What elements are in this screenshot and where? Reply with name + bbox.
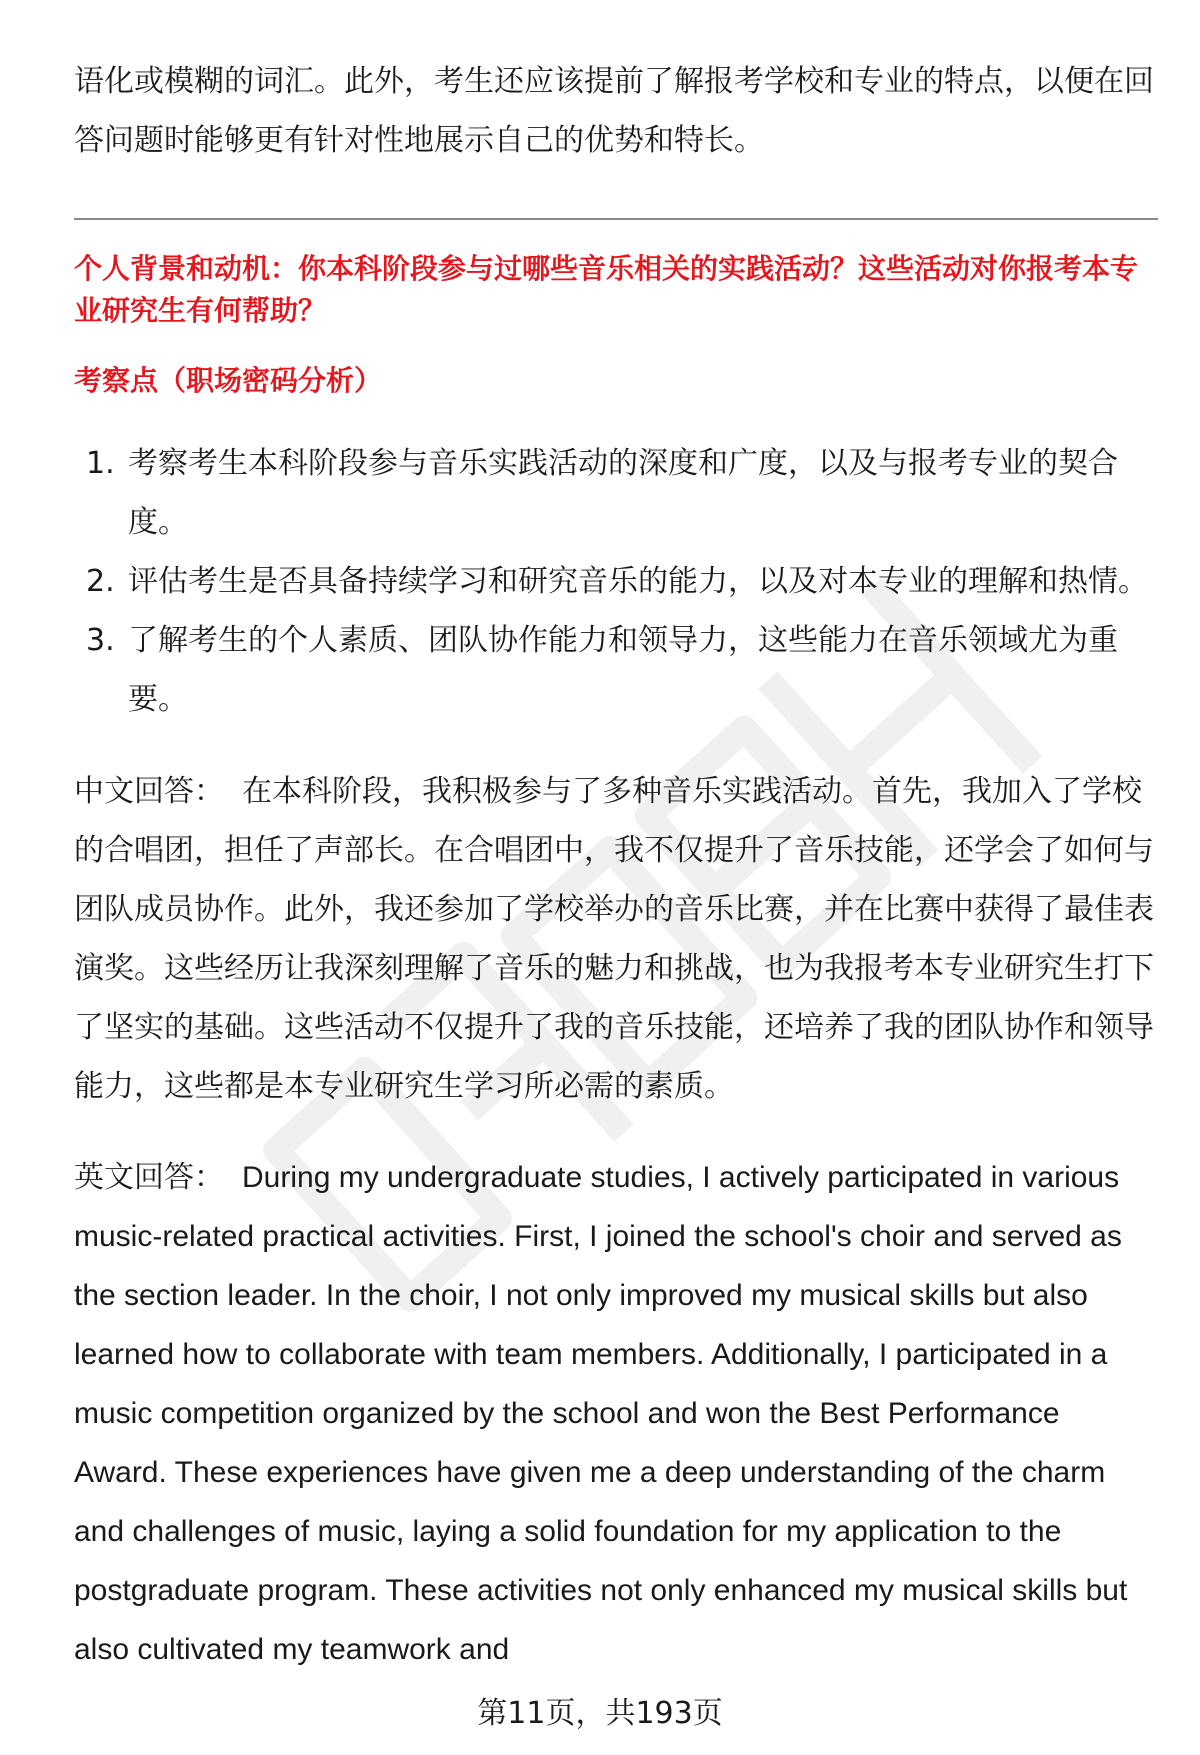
list-item-number: 3. <box>86 623 115 658</box>
english-answer-paragraph <box>74 1148 1158 1679</box>
list-item-number: 2. <box>86 564 115 599</box>
document-page <box>74 0 1158 1755</box>
list-item-number: 1. <box>86 446 115 481</box>
question-heading: 个人背景和动机：你本科阶段参与过哪些音乐相关的实践活动？这些活动对你报考本专业研究生有何帮助？ <box>74 252 1139 327</box>
section-divider <box>74 218 1158 220</box>
chinese-answer-text: 在本科阶段，我积极参与了多种音乐实践活动。首先，我加入了学校的合唱团，担任了声部长。在合唱团中，我不仅提升了音乐技能，还学会了如何与团队成员协作。此外，我还参加了学校举办的音乐比赛，并在比赛中获得了最佳表演奖。这些经历让我深刻理解了音乐的魅力和挑战，也为我报考本专业研究生打下了坚实的基础。这些活动不仅提升了我的音乐技能，还培养了我的团队协作和领导能力，这些都是本专业研究生学习所必需的素质。 <box>74 774 1154 1104</box>
english-answer-text: During my undergraduate studies, I actively participated in various music-related practical activities. First, I joined the school's choir and served as the section leader. In the choir, I not only improved my musical skills but also learned how to collaborate with team members. Additionally, I participated in a music competition organized by the school and won the Best Performance Award. These experiences have given me a deep understanding of the charm and challenges of music, laying a solid foundation for my application to the postgraduate program. These activities not only enhanced my musical skills but also cultivated my teamwork and <box>74 1161 1128 1666</box>
list-item-text: 评估考生是否具备持续学习和研究音乐的能力，以及对本专业的理解和热情。 <box>128 564 1148 599</box>
list-item <box>74 434 1158 552</box>
assessment-points-heading: 考察点（职场密码分析） <box>74 364 383 397</box>
assessment-points-list <box>74 434 1158 729</box>
list-item <box>74 552 1158 611</box>
list-item-text: 了解考生的个人素质、团队协作能力和领导力，这些能力在音乐领域尤为重要。 <box>128 623 1118 717</box>
chinese-answer-label: 中文回答： <box>74 774 224 809</box>
english-answer-label: 英文回答： <box>74 1161 224 1194</box>
intro-paragraph: 语化或模糊的词汇。此外，考生还应该提前了解报考学校和专业的特点，以便在回答问题时能够更有针对性地展示自己的优势和特长。 <box>74 64 1154 158</box>
list-item-text: 考察考生本科阶段参与音乐实践活动的深度和广度，以及与报考专业的契合度。 <box>128 446 1118 540</box>
list-item <box>74 611 1158 729</box>
chinese-answer-paragraph <box>74 762 1158 1116</box>
page-footer: 第11页，共193页 <box>477 1696 723 1731</box>
